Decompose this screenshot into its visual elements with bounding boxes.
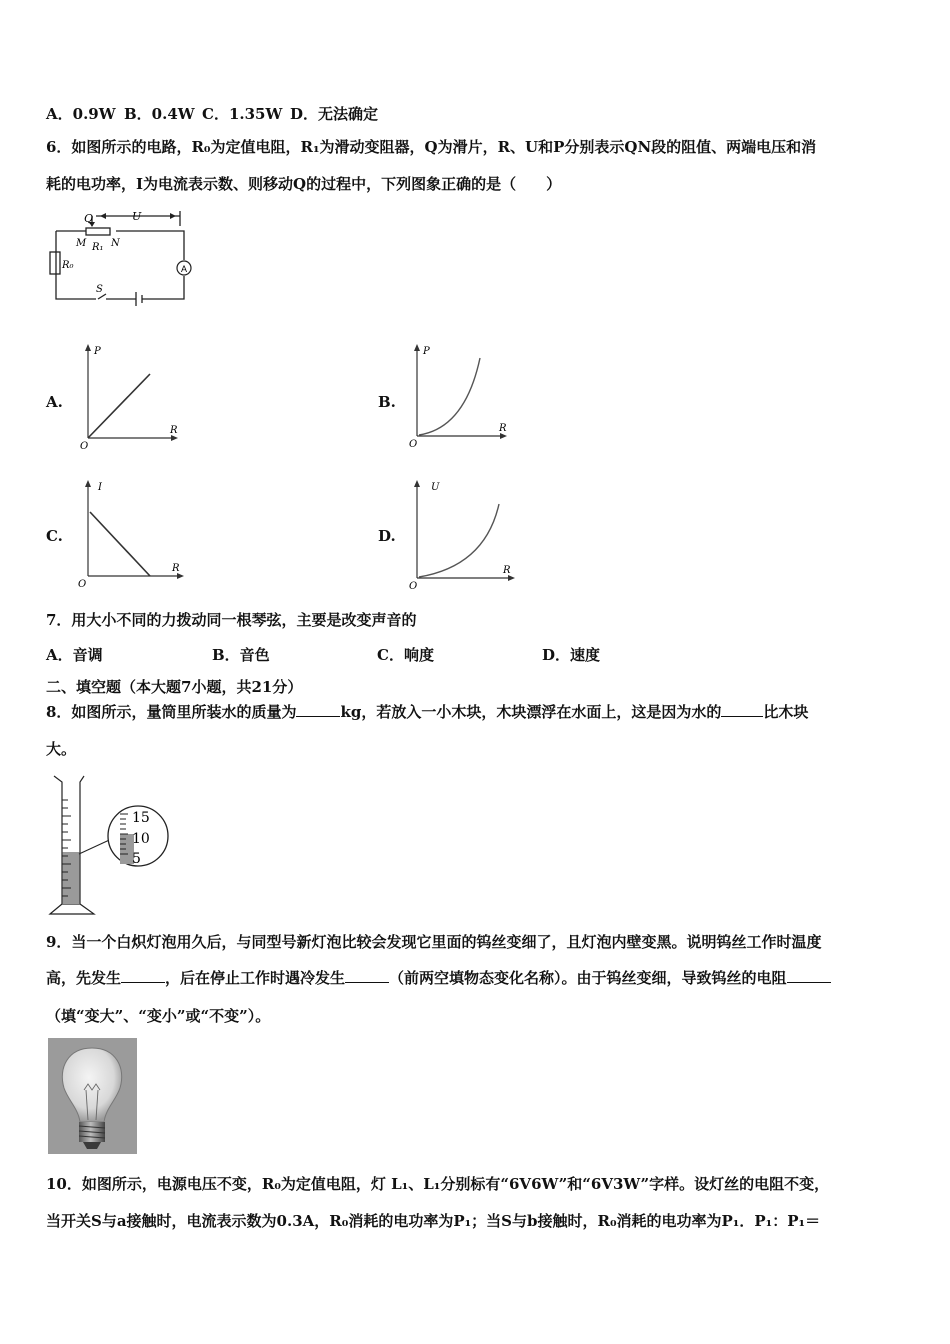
q7-option-b: B．音色 — [212, 646, 270, 664]
circuit-label-s: S — [96, 284, 103, 295]
circuit-label-m: M — [76, 238, 87, 249]
q9-blank-3[interactable] — [787, 968, 831, 983]
q7-stem: 7．用大小不同的力拨动同一根琴弦，主要是改变声音的 — [46, 611, 417, 629]
q6-graph-b — [405, 338, 510, 453]
q6-option-b-label: B. — [378, 393, 396, 411]
graph-d-origin: O — [409, 581, 418, 592]
q6-graph-c — [76, 474, 186, 594]
section-2-heading: 二、填空题（本大题7小题，共21分） — [46, 678, 303, 696]
q8-blank-2[interactable] — [721, 702, 763, 717]
q9-text-c: （前两空填物态变化名称）。由于钨丝变细，导致钨丝的电阻 — [389, 969, 787, 987]
graph-c-origin: O — [78, 579, 87, 590]
q5-option-d: D．无法确定 — [290, 105, 379, 123]
graph-a-y-label: P — [94, 346, 101, 357]
q6-option-a-label: A. — [46, 393, 63, 411]
q7-option-a: A．音调 — [46, 646, 103, 664]
graph-c-y-label: I — [98, 482, 102, 493]
q6-circuit-diagram — [46, 204, 201, 316]
q9-lightbulb-image — [48, 1038, 137, 1154]
circuit-label-q: Q — [84, 212, 94, 225]
circuit-ammeter-label: A — [181, 264, 188, 274]
q5-option-a: A．0.9W — [46, 105, 116, 123]
q10-stem-line2: 当开关S与a接触时，电流表示数为0.3A，R₀消耗的电功率为P₁；当S与b接触时，R₀消耗的电功率为P₁．P₁：P₁＝ — [46, 1212, 821, 1230]
q7-option-c: C．响度 — [377, 646, 434, 664]
q8-text-part2: kg，若放入一小木块，木块漂浮在水面上，这是因为水的 — [340, 703, 722, 721]
q6-graph-d — [405, 474, 520, 594]
q8-stem-line2: 大。 — [46, 740, 77, 758]
q6-graph-a — [76, 338, 181, 453]
q8-scale-10: 10 — [132, 831, 150, 847]
q8-scale-5: 5 — [132, 851, 141, 867]
circuit-label-r1: R₁ — [92, 242, 104, 253]
q10-stem-line1: 10．如图所示，电源电压不变，R₀为定值电阻，灯 L₁、L₁分别标有“6V6W”和“6V3W”字样。设灯丝的电阻不变， — [46, 1175, 830, 1193]
q8-stem-line1 — [46, 702, 808, 722]
graph-a-x-label: R — [170, 425, 178, 436]
q5-option-c: C．1.35W — [202, 105, 283, 123]
q9-text-a: 高，先发生 — [46, 969, 122, 987]
graph-d-y-label: U — [431, 482, 440, 493]
q9-stem-line1: 9．当一个白炽灯泡用久后，与同型号新灯泡比较会发现它里面的钨丝变细了，且灯泡内壁变黑。说明钨丝工作时温度 — [46, 933, 822, 951]
circuit-label-n: N — [111, 238, 120, 249]
circuit-label-r0: R₀ — [62, 260, 74, 271]
graph-c-x-label: R — [172, 563, 180, 574]
q6-stem-line1: 6．如图所示的电路，R₀为定值电阻，R₁为滑动变阻器，Q为滑片，R、U和P分别表示QN段的阻值、两端电压和消 — [46, 138, 817, 156]
q6-stem-line2: 耗的电功率，I为电流表示数、则移动Q的过程中，下列图象正确的是（ ） — [46, 175, 562, 193]
q6-option-c-label: C. — [46, 527, 63, 545]
q9-text-b: ，后在停止工作时遇冷发生 — [165, 969, 346, 987]
q9-stem-line2 — [46, 968, 831, 988]
q9-blank-1[interactable] — [121, 968, 165, 983]
graph-b-origin: O — [409, 439, 418, 450]
q7-option-d: D．速度 — [542, 646, 601, 664]
q8-text-part1: 8．如图所示，量筒里所装水的质量为 — [46, 703, 297, 721]
q8-blank-1[interactable] — [296, 702, 340, 717]
q6-option-d-label: D. — [378, 527, 396, 545]
q9-blank-2[interactable] — [345, 968, 389, 983]
q8-scale-15: 15 — [132, 810, 150, 826]
q8-cylinder-diagram — [46, 770, 176, 918]
q9-stem-line3: （填“变大”、“变小”或“不变”）。 — [46, 1007, 271, 1025]
q5-option-b: B．0.4W — [124, 105, 195, 123]
graph-b-y-label: P — [423, 346, 430, 357]
q8-text-part3: 比木块 — [763, 703, 809, 721]
circuit-label-u: U — [132, 210, 142, 223]
graph-b-x-label: R — [499, 423, 507, 434]
graph-d-x-label: R — [503, 565, 511, 576]
graph-a-origin: O — [80, 441, 89, 452]
